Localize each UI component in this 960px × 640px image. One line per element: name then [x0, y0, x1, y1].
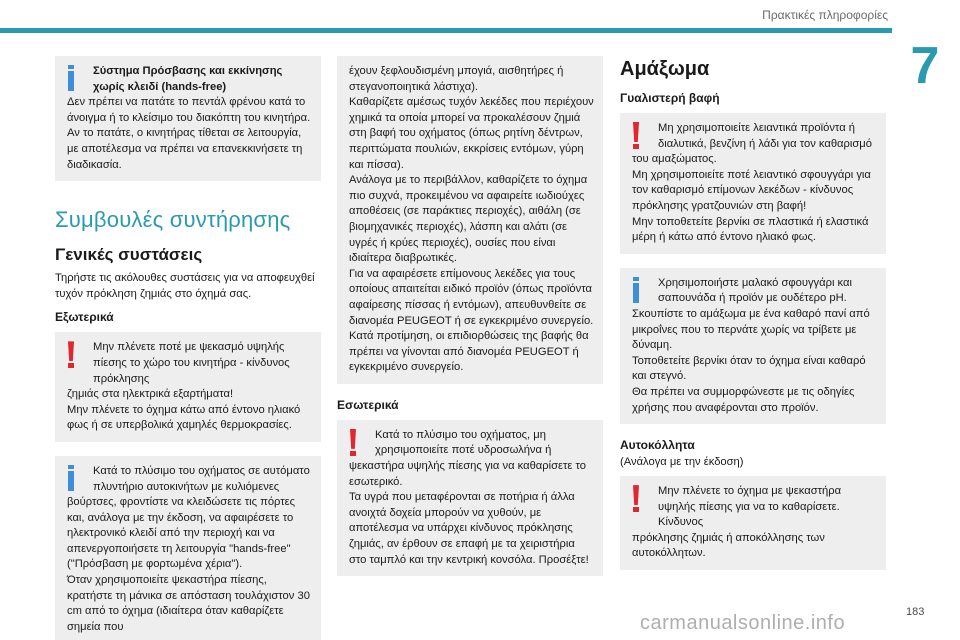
box-lead: Σύστημα Πρόσβασης και εκκίνησης χωρίς κλειδί (hands-free)	[93, 65, 283, 93]
box-line: Ανάλογα με το περιβάλλον, καθαρίζετε το όχημα πιο συχνά, προκειμένου να αφαιρείτε ιωδιούχες αποθέσεις (σε παράκτιες περιοχές), αιθάλη (σε βιομηχανικές περιοχές), λάσπη και αλάτι (σε υγρές ή κρύες περιοχές), ουσίες που είναι ιδιαίτερα διαβρωτικές.	[349, 174, 588, 265]
box-line: Όταν χρησιμοποιείτε ψεκαστήρα πίεσης, κρατήστε τη μάνικα σε απόσταση τουλάχιστον 30 cm από το όχημα (ιδιαίτερα όταν καθαρίζετε σημεία που	[67, 574, 310, 633]
box-line: Κατά προτίμηση, οι επιδιορθώσεις της βαφής θα πρέπει να γίνονται από διανομέα PEUGEOT ή εγκεκριμένο συνεργείο.	[349, 330, 589, 374]
box-line: Σκουπίστε το αμάξωμα με ένα καθαρό πανί από μικροΐνες που το περνάτε χωρίς να τρίβετε με δύναμη.	[632, 307, 870, 352]
column-1	[55, 56, 321, 640]
box-line: βούρτσες, φροντίστε να κλειδώσετε τις πόρτες και, ανάλογα με την έκδοση, να αφαιρέσετε το ηλεκτρονικό κλειδί από την περιοχή και να απενεργοποιήσετε τη λειτουργία "hands-free" ("Πρόσβαση με φορτωμένα χέρια").	[67, 496, 296, 571]
box-line: έχουν ξεφλουδισμένη μπογιά, αισθητήρες ή στεγανοποιητικά λάστιχα).	[349, 65, 564, 93]
header-bar	[0, 28, 892, 33]
warning-box-engine	[55, 332, 321, 442]
box-line: ζημιάς στα ηλεκτρικά εξαρτήματα!	[67, 388, 234, 401]
box-line: Θα πρέπει να συμμορφώνεστε με τις οδηγίες χρήσης που αναφέρονται στο προϊόν.	[632, 385, 855, 414]
interior-title: Εσωτερικά	[337, 397, 399, 412]
info-icon	[632, 277, 641, 305]
stickers-title: Αυτοκόλλητα	[620, 438, 695, 453]
box-line: Καθαρίζετε αμέσως τυχόν λεκέδες που περιέχουν χημικά τα οποία μπορεί να προκαλέσουν ζημιά στη βαφή του οχήματος (όπως ρητίνη δέντρων, περιττώματα πουλιών, εκκρίσεις εντόμων, γύρη και πίσσα).	[349, 96, 594, 171]
bodywork-title: Αμάξωμα	[620, 58, 710, 80]
box-lead: Μην πλένετε ποτέ με ψεκασμό υψηλής πίεσης το χώρο του κινητήρα - κίνδυνος πρόκλησης	[93, 341, 290, 385]
chapter-number: 7	[910, 37, 940, 95]
box-lead: Κατά το πλύσιμο του οχήματος, μη χρησιμοποιείτε ποτέ υδροσωλήνα ή	[375, 428, 552, 457]
info-box-continued	[337, 56, 603, 384]
section-title: Συμβουλές συντήρησης	[55, 207, 291, 233]
info-box-sponge	[620, 268, 886, 424]
column-3	[620, 56, 886, 570]
info-icon	[67, 465, 76, 493]
box-line: Για να αφαιρέσετε επίμονους λεκέδες για τους οποίους απαιτείται ειδικό προϊόν (όπως προϊόντα αφαίρεσης πίσσας ή εντόμων), απευθυνθείτε σε διανομέα PEUGEOT ή σε εγκεκριμένο συνεργείο.	[349, 267, 594, 327]
box-line: Μην πλένετε το όχημα κάτω από έντονο ηλιακό φως ή σε υπερβολικά χαμηλές θερμοκρασίες.	[67, 403, 301, 432]
box-line: Μην τοποθετείτε βερνίκι σε πλαστικά ή ελαστικά μέρη ή κάτω από έντονο ηλιακό φως.	[632, 215, 869, 244]
box-line: Τα υγρά που μεταφέρονται σε ποτήρια ή άλλα ανοιχτά δοχεία μπορούν να χυθούν, με αποτέλεσμα να υπάρχει κίνδυνος πρόκλησης ζημιάς, αν έρθουν σε επαφή με τα χειριστήρια στο ταμπλό και την κεντρική κονσόλα. Προσέξτε!	[349, 491, 589, 566]
gloss-paint-title: Γυαλιστερή βαφή	[620, 91, 720, 105]
box-line: πρόκλησης ζημιάς ή αποκόλλησης των αυτοκόλλητων.	[632, 531, 825, 560]
box-lead: Μη χρησιμοποιείτε λειαντικά προϊόντα ή διαλυτικά, βενζίνη ή λάδι για τον καθαρισμό	[658, 122, 872, 150]
box-lead: Χρησιμοποιήστε μαλακό σφουγγάρι και σαπουνάδα ή προϊόν με ουδέτερο pH.	[658, 276, 852, 305]
watermark: carmanualsonline.info	[640, 612, 846, 634]
box-lead: Μην πλένετε το όχημα με ψεκαστήρα υψηλής πίεσης για να το καθαρίσετε. Κίνδυνος	[658, 485, 842, 529]
box-line: Αν το πατάτε, ο κινητήρας τίθεται σε λειτουργία, με αποτέλεσμα να πρέπει να επανεκκινήσετε τη διαδικασία.	[67, 127, 303, 171]
box-line: Μη χρησιμοποιείτε ποτέ λειαντικό σφουγγάρι για τον καθαρισμό επίμονων λεκέδων - κίνδυνος πρόκλησης γρατζουνιών στη βαφή!	[632, 168, 871, 212]
box-line: Τοποθετείτε βερνίκι όταν το όχημα είναι καθαρό και στεγνό.	[632, 354, 866, 383]
warning-box-interior	[337, 420, 603, 576]
intro-text: Τηρήστε τις ακόλουθες συστάσεις για να αποφευχθεί τυχόν πρόκληση ζημιάς στο όχημά σας.	[55, 272, 315, 300]
stickers-subtitle: (Ανάλογα με την έκδοση)	[620, 456, 744, 469]
warning-icon	[632, 485, 641, 513]
box-lead: Κατά το πλύσιμο του οχήματος σε αυτόματο πλυντήριο αυτοκινήτων με κυλιόμενες	[93, 464, 310, 493]
info-icon	[67, 65, 76, 93]
info-box-hands-free	[55, 56, 321, 181]
exterior-title: Εξωτερικά	[55, 310, 114, 325]
box-line: του αμαξώματος.	[632, 153, 717, 166]
info-box-car-wash	[55, 456, 321, 640]
warning-icon	[67, 341, 76, 369]
warning-icon	[632, 122, 641, 150]
column-2	[337, 56, 603, 576]
warning-box-stickers	[620, 476, 886, 570]
page-number: 183	[906, 606, 925, 618]
box-line: Δεν πρέπει να πατάτε το πεντάλ φρένου κατά το άνοιγμα ή το κλείσιμο του διακόπτη του κινητήρα.	[67, 96, 311, 124]
warning-box-paint	[620, 113, 886, 254]
header-title: Πρακτικές πληροφορίες	[762, 8, 888, 22]
subsection-title: Γενικές συστάσεις	[55, 245, 203, 265]
box-line: ψεκαστήρα υψηλής πίεσης για να καθαρίσετε το εσωτερικό.	[349, 460, 587, 488]
warning-icon	[349, 429, 358, 457]
